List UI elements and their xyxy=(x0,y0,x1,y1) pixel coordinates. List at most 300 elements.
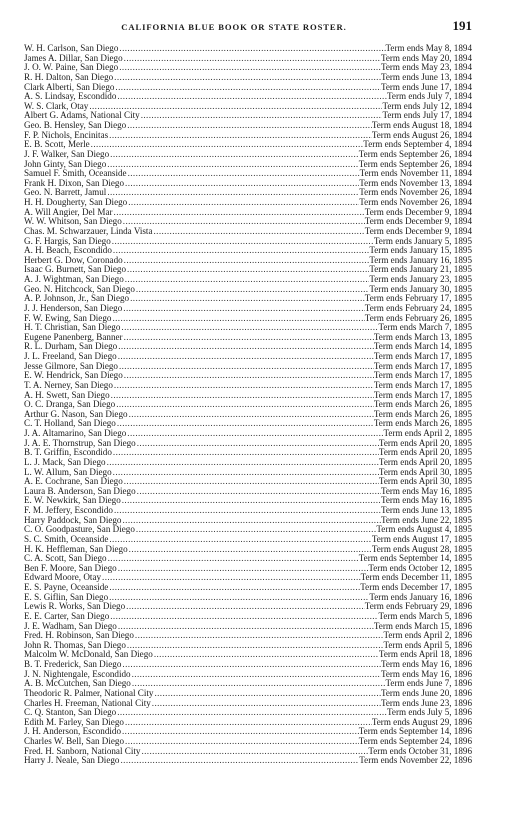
list-item xyxy=(24,650,472,660)
roster-name: E. B. Scott, Merle xyxy=(24,140,90,150)
roster-name: L. J. Mack, San Diego xyxy=(24,457,106,467)
term-end: Term ends March 26, 1895 xyxy=(373,419,472,429)
roster-name: C. T. Holland, San Diego xyxy=(24,419,116,429)
list-item xyxy=(24,525,472,535)
roster-name: John R. Thomas, San Diego xyxy=(24,640,126,650)
list-item xyxy=(24,188,472,198)
dot-leader xyxy=(116,419,374,429)
list-item xyxy=(24,737,472,747)
list-item xyxy=(24,169,472,179)
dot-leader xyxy=(111,314,364,324)
term-end: Term ends July 12, 1894 xyxy=(382,101,472,111)
roster-name: Clark Alberti, San Diego xyxy=(24,82,115,92)
list-item xyxy=(24,458,472,468)
list-item xyxy=(24,516,472,526)
roster-list xyxy=(24,44,472,766)
roster-name: S. C. Smith, Oceanside xyxy=(24,534,109,544)
dot-leader xyxy=(115,400,374,410)
term-end: Term ends May 23, 1894 xyxy=(380,63,472,73)
term-end: Term ends March 17, 1895 xyxy=(373,361,472,371)
roster-name: Theodoric R. Palmer, National City xyxy=(24,688,154,698)
roster-name: Edward Moore, Otay xyxy=(24,573,102,583)
list-item xyxy=(24,246,472,256)
roster-name: F. M. Jeffery, Escondido xyxy=(24,506,113,515)
list-item xyxy=(24,468,472,478)
list-item xyxy=(24,391,472,401)
list-item xyxy=(24,381,472,391)
dot-leader xyxy=(153,689,381,699)
term-end: Term ends March 14, 1895 xyxy=(373,342,472,352)
dot-leader xyxy=(108,593,369,603)
term-end: Term ends March 17, 1895 xyxy=(373,380,472,390)
list-item xyxy=(24,448,472,458)
dot-leader xyxy=(101,573,361,583)
list-item xyxy=(24,275,472,285)
list-item xyxy=(24,660,472,670)
term-end: Term ends February 17, 1895 xyxy=(364,294,472,304)
roster-name: Charles H. Freeman, National City xyxy=(24,698,151,708)
term-end: Term ends March 26, 1895 xyxy=(373,409,472,419)
dot-leader xyxy=(123,371,374,381)
roster-name: E. S. Payne, Oceanside xyxy=(24,583,109,592)
dot-leader xyxy=(113,506,381,516)
dot-leader xyxy=(106,188,359,198)
term-end: Term ends January 15, 1895 xyxy=(369,246,472,256)
list-item xyxy=(24,554,472,564)
list-item xyxy=(24,352,472,362)
dot-leader xyxy=(131,670,381,680)
term-end: Term ends December 17, 1895 xyxy=(360,583,472,592)
dot-leader xyxy=(135,525,377,535)
roster-name: L. W. Allum, San Diego xyxy=(24,467,112,477)
dot-leader xyxy=(123,477,379,487)
roster-name: Fred. H. Sanborn, National City xyxy=(24,746,141,756)
list-item xyxy=(24,631,472,641)
term-end: Term ends July 5, 1896 xyxy=(387,708,472,718)
term-end: Term ends March 5, 1896 xyxy=(378,611,472,621)
term-end: Term ends January 23, 1895 xyxy=(369,275,472,284)
term-end: Term ends August 26, 1894 xyxy=(371,130,472,140)
roster-name: F. P. Nichols, Encinitas xyxy=(24,130,109,140)
list-item xyxy=(24,727,472,737)
list-item xyxy=(24,179,472,189)
list-item xyxy=(24,641,472,651)
list-item xyxy=(24,477,472,487)
dot-leader xyxy=(124,179,359,189)
term-end: Term ends April 18, 1896 xyxy=(378,650,472,660)
term-end: Term ends March 13, 1895 xyxy=(373,332,472,342)
dot-leader xyxy=(121,727,359,737)
dot-leader xyxy=(106,160,358,170)
term-end: Term ends June 22, 1895 xyxy=(380,515,472,525)
term-end: Term ends April 5, 1896 xyxy=(383,640,472,650)
dot-leader xyxy=(126,641,384,651)
list-item xyxy=(24,54,472,64)
dot-leader xyxy=(123,256,370,266)
list-item xyxy=(24,362,472,372)
term-end: Term ends June 7, 1896 xyxy=(385,679,472,689)
roster-name: Geo. N. Hitchcock, San Diego xyxy=(24,284,135,294)
term-end: Term ends December 9, 1894 xyxy=(364,217,472,227)
list-item xyxy=(24,217,472,227)
dot-leader xyxy=(113,208,365,218)
dot-leader xyxy=(121,516,380,526)
roster-name: Geo. B. Hensley, San Diego xyxy=(24,121,127,130)
term-end: Term ends November 11, 1894 xyxy=(359,169,472,179)
dot-leader xyxy=(135,285,369,295)
term-end: Term ends August 29, 1896 xyxy=(371,717,472,727)
roster-name: J. E. Wadham, San Diego xyxy=(24,621,117,631)
term-end: Term ends April 30, 1895 xyxy=(378,477,472,487)
roster-name: F. W. Ewing, San Diego xyxy=(24,313,112,323)
term-end: Term ends November 26, 1894 xyxy=(359,198,472,207)
roster-name: A. B. McCutchen, San Diego xyxy=(24,679,131,689)
dot-leader xyxy=(153,650,379,660)
dot-leader xyxy=(88,102,382,112)
list-item xyxy=(24,256,472,266)
dot-leader xyxy=(128,410,374,420)
term-end: Term ends April 2, 1896 xyxy=(383,631,472,641)
term-end: Term ends November 22, 1896 xyxy=(359,756,472,766)
roster-name: E. W. Newkirk, San Diego xyxy=(24,496,121,506)
roster-name: Laura B. Anderson, San Diego xyxy=(24,486,136,496)
roster-name: Edith M. Farley, San Diego xyxy=(24,717,124,727)
roster-name: A. H. Swett, San Diego xyxy=(24,390,110,400)
roster-name: Frank H. Dixon, San Diego xyxy=(24,178,125,188)
roster-name: A. E. Cochrane, San Diego xyxy=(24,477,123,487)
dot-leader xyxy=(151,699,381,709)
list-item xyxy=(24,44,472,54)
roster-name: Arthur G. Nason, San Diego xyxy=(24,409,128,419)
term-end: Term ends August 4, 1895 xyxy=(376,525,472,535)
term-end: Term ends December 9, 1894 xyxy=(364,207,472,217)
dot-leader xyxy=(124,737,359,747)
list-item xyxy=(24,747,472,757)
term-end: Term ends April 2, 1895 xyxy=(383,429,472,438)
list-item xyxy=(24,208,472,218)
dot-leader xyxy=(116,708,387,718)
term-end: Term ends April 20, 1895 xyxy=(378,438,472,448)
dot-leader xyxy=(117,564,369,574)
list-item xyxy=(24,699,472,709)
roster-name: C. O. Goodpasture, San Diego xyxy=(24,525,135,535)
term-end: Term ends June 20, 1896 xyxy=(380,688,472,698)
roster-name: J. L. Freeland, San Diego xyxy=(24,352,117,361)
dot-leader xyxy=(108,535,371,545)
dot-leader xyxy=(118,362,374,372)
dot-leader xyxy=(90,140,364,150)
roster-name: T. A. Nerney, San Diego xyxy=(24,380,113,390)
dot-leader xyxy=(134,631,384,641)
list-item xyxy=(24,593,472,603)
dot-leader xyxy=(117,352,374,362)
roster-name: Jesse Gilmore, San Diego xyxy=(24,361,118,371)
roster-name: Chas. M. Schwarzauer, Linda Vista xyxy=(24,226,153,236)
term-end: Term ends April 20, 1895 xyxy=(378,457,472,467)
roster-name: Harry Paddock, San Diego xyxy=(24,515,122,525)
list-item xyxy=(24,679,472,689)
list-item xyxy=(24,237,472,247)
list-item xyxy=(24,333,472,343)
dot-leader xyxy=(112,246,369,256)
list-item xyxy=(24,439,472,449)
term-end: Term ends September 14, 1895 xyxy=(358,554,472,564)
list-item xyxy=(24,140,472,150)
roster-name: H. H. Dougherty, San Diego xyxy=(24,198,128,207)
roster-name: G. F. Hargis, San Diego xyxy=(24,236,111,246)
list-item xyxy=(24,400,472,410)
term-end: Term ends October 12, 1895 xyxy=(368,563,472,573)
dot-leader xyxy=(107,554,359,564)
dot-leader xyxy=(127,198,359,208)
roster-name: E. S. Giflin, San Diego xyxy=(24,592,109,602)
term-end: Term ends December 11, 1895 xyxy=(360,573,472,583)
roster-name: J. F. Walker, San Diego xyxy=(24,149,110,159)
roster-name: J. A. E. Thornstrup, San Diego xyxy=(24,438,136,448)
term-end: Term ends September 26, 1894 xyxy=(358,149,472,159)
dot-leader xyxy=(140,111,383,121)
list-item xyxy=(24,756,472,766)
roster-name: J. A. Altamarino, San Diego xyxy=(24,429,127,438)
dot-leader xyxy=(118,44,385,54)
list-item xyxy=(24,150,472,160)
term-end: Term ends August 18, 1894 xyxy=(371,121,472,130)
roster-name: E. W. Hendrick, San Diego xyxy=(24,371,123,381)
term-end: Term ends November 13, 1894 xyxy=(359,178,472,188)
dot-leader xyxy=(113,381,374,391)
list-item xyxy=(24,121,472,131)
term-end: Term ends May 8, 1894 xyxy=(385,44,472,53)
list-item xyxy=(24,622,472,632)
list-item xyxy=(24,314,472,324)
dot-leader xyxy=(109,150,359,160)
dot-leader xyxy=(136,439,379,449)
roster-name: B. T. Frederick, San Diego xyxy=(24,660,122,669)
roster-name: B. T. Griffin, Escondido xyxy=(24,448,112,458)
document-page xyxy=(24,18,472,778)
list-item xyxy=(24,496,472,506)
term-end: Term ends June 13, 1895 xyxy=(380,506,472,515)
roster-name: John Ginty, San Diego xyxy=(24,159,107,169)
dot-leader xyxy=(113,73,381,83)
roster-name: Isaac G. Burnett, San Diego xyxy=(24,265,127,275)
dot-leader xyxy=(127,169,360,179)
list-item xyxy=(24,689,472,699)
list-item xyxy=(24,487,472,497)
dot-leader xyxy=(140,747,368,757)
dot-leader xyxy=(112,448,379,458)
dot-leader xyxy=(129,294,365,304)
dot-leader xyxy=(118,63,381,73)
dot-leader xyxy=(124,718,372,728)
list-item xyxy=(24,131,472,141)
list-item xyxy=(24,294,472,304)
list-item xyxy=(24,285,472,295)
dot-leader xyxy=(123,54,381,64)
dot-leader xyxy=(126,429,383,439)
term-end: Term ends September 14, 1896 xyxy=(358,727,472,737)
list-item xyxy=(24,718,472,728)
roster-name: R. L. Durham, San Diego xyxy=(24,342,118,352)
roster-name: J. J. Henderson, San Diego xyxy=(24,303,123,313)
term-end: Term ends August 17, 1895 xyxy=(371,534,472,544)
dot-leader xyxy=(111,237,374,247)
roster-name: C. A. Scott, San Diego xyxy=(24,554,107,564)
list-item xyxy=(24,612,472,622)
list-item xyxy=(24,506,472,516)
term-end: Term ends March 15, 1896 xyxy=(373,621,472,631)
list-item xyxy=(24,342,472,352)
dot-leader xyxy=(128,545,372,555)
term-end: Term ends September 24, 1896 xyxy=(358,737,472,746)
term-end: Term ends March 17, 1895 xyxy=(373,352,472,361)
list-item xyxy=(24,63,472,73)
dot-leader xyxy=(152,227,364,237)
list-item xyxy=(24,429,472,439)
roster-name: R. H. Dalton, San Diego xyxy=(24,72,114,82)
dot-leader xyxy=(114,83,381,93)
term-end: Term ends January 16, 1895 xyxy=(369,255,472,265)
dot-leader xyxy=(125,602,365,612)
roster-name: W. S. Clark, Otay xyxy=(24,101,89,111)
roster-name: J. H. Anderson, Escondido xyxy=(24,727,121,737)
roster-name: A. S. Lindsay, Escondido xyxy=(24,92,117,102)
list-item xyxy=(24,708,472,718)
term-end: Term ends February 26, 1895 xyxy=(364,313,472,323)
term-end: Term ends December 9, 1894 xyxy=(364,226,472,236)
term-end: Term ends January 30, 1895 xyxy=(369,284,472,294)
list-item xyxy=(24,265,472,275)
list-item xyxy=(24,227,472,237)
term-end: Term ends June 17, 1894 xyxy=(380,82,472,92)
roster-name: H. T. Christian, San Diego xyxy=(24,323,121,333)
page-number: 191 xyxy=(452,18,472,33)
roster-name: H. K. Heffleman, San Diego xyxy=(24,544,128,554)
list-item xyxy=(24,111,472,121)
term-end: Term ends May 20, 1894 xyxy=(380,53,472,63)
term-end: Term ends November 26, 1894 xyxy=(359,188,472,198)
dot-leader xyxy=(131,679,386,689)
roster-name: E. E. Carter, San Diego xyxy=(24,611,110,621)
term-end: Term ends April 20, 1895 xyxy=(378,448,472,458)
roster-name: Malcolm W. McDonald, San Diego xyxy=(24,650,153,660)
roster-name: Ben F. Moore, San Diego xyxy=(24,563,117,573)
list-item xyxy=(24,160,472,170)
list-item xyxy=(24,545,472,555)
roster-name: Fred. H. Robinson, San Diego xyxy=(24,631,134,641)
roster-name: C. Q. Stanton, San Diego xyxy=(24,708,117,718)
roster-name: A. H. Beach, Escondido xyxy=(24,246,112,256)
term-end: Term ends July 17, 1894 xyxy=(382,111,472,121)
dot-leader xyxy=(120,323,378,333)
term-end: Term ends May 16, 1895 xyxy=(380,486,472,496)
roster-name: Lewis R. Works, San Diego xyxy=(24,602,126,612)
list-item xyxy=(24,670,472,680)
term-end: Term ends August 28, 1895 xyxy=(371,544,472,554)
dot-leader xyxy=(117,622,374,632)
list-item xyxy=(24,83,472,93)
term-end: Term ends January 5, 1895 xyxy=(373,236,472,246)
list-item xyxy=(24,564,472,574)
list-item xyxy=(24,573,472,583)
dot-leader xyxy=(122,217,365,227)
dot-leader xyxy=(110,391,374,401)
list-item xyxy=(24,410,472,420)
dot-leader xyxy=(126,265,369,275)
roster-name: O. C. Dranga, San Diego xyxy=(24,400,116,410)
roster-name: A. Will Angier, Del Mar xyxy=(24,207,113,217)
dot-leader xyxy=(121,660,381,670)
list-item xyxy=(24,304,472,314)
dot-leader xyxy=(136,487,381,497)
list-item xyxy=(24,602,472,612)
roster-name: Eugene Panenberg, Banner xyxy=(24,332,123,342)
list-item xyxy=(24,92,472,102)
roster-name: Harry J. Neale, San Diego xyxy=(24,756,120,766)
dot-leader xyxy=(121,496,381,506)
roster-name: Herbert G. Dow, Coronado xyxy=(24,255,123,265)
list-item xyxy=(24,419,472,429)
term-end: Term ends May 16, 1896 xyxy=(380,660,472,669)
list-item xyxy=(24,583,472,593)
term-end: Term ends March 17, 1895 xyxy=(373,371,472,381)
list-item xyxy=(24,73,472,83)
term-end: Term ends January 21, 1895 xyxy=(369,265,472,275)
term-end: Term ends April 30, 1895 xyxy=(378,467,472,477)
term-end: Term ends February 24, 1895 xyxy=(364,303,472,313)
term-end: Term ends June 23, 1896 xyxy=(380,698,472,708)
roster-name: Samuel F. Smith, Oceanside xyxy=(24,169,127,179)
roster-name: Charles W. Bell, San Diego xyxy=(24,737,125,746)
roster-name: Geo. N. Barrett, Jamul xyxy=(24,188,107,198)
dot-leader xyxy=(116,92,387,102)
dot-leader xyxy=(108,583,360,593)
dot-leader xyxy=(126,121,372,131)
term-end: Term ends February 29, 1896 xyxy=(364,602,472,612)
list-item xyxy=(24,323,472,333)
term-end: Term ends October 31, 1896 xyxy=(368,746,472,756)
roster-name: A. P. Johnson, Jr., San Diego xyxy=(24,294,130,304)
term-end: Term ends January 16, 1896 xyxy=(369,592,472,602)
term-end: Term ends March 26, 1895 xyxy=(373,400,472,410)
roster-name: W. H. Carlson, San Diego xyxy=(24,44,119,53)
list-item xyxy=(24,102,472,112)
term-end: Term ends June 13, 1894 xyxy=(380,72,472,82)
term-end: Term ends March 7, 1895 xyxy=(378,323,472,333)
roster-name: J. N. Nightengale, Escondido xyxy=(24,669,131,679)
dot-leader xyxy=(117,342,374,352)
roster-name: Albert G. Adams, National City xyxy=(24,111,140,121)
dot-leader xyxy=(124,275,370,285)
dot-leader xyxy=(123,333,374,343)
roster-name: J. O. W. Paine, San Diego xyxy=(24,63,119,73)
term-end: Term ends May 16, 1896 xyxy=(380,669,472,679)
page-header xyxy=(24,18,472,40)
list-item xyxy=(24,535,472,545)
term-end: Term ends September 4, 1894 xyxy=(363,140,472,150)
dot-leader xyxy=(119,756,359,766)
roster-name: A. J. Wightman, San Diego xyxy=(24,275,124,284)
term-end: Term ends September 26, 1894 xyxy=(358,159,472,169)
roster-name: James A. Dillar, San Diego xyxy=(24,53,123,63)
term-end: Term ends July 7, 1894 xyxy=(387,92,472,102)
dot-leader xyxy=(112,468,379,478)
dot-leader xyxy=(106,458,379,468)
term-end: Term ends March 17, 1895 xyxy=(373,390,472,400)
dot-leader xyxy=(122,304,365,314)
roster-name: W. W. Whitson, San Diego xyxy=(24,217,122,227)
dot-leader xyxy=(109,612,378,622)
